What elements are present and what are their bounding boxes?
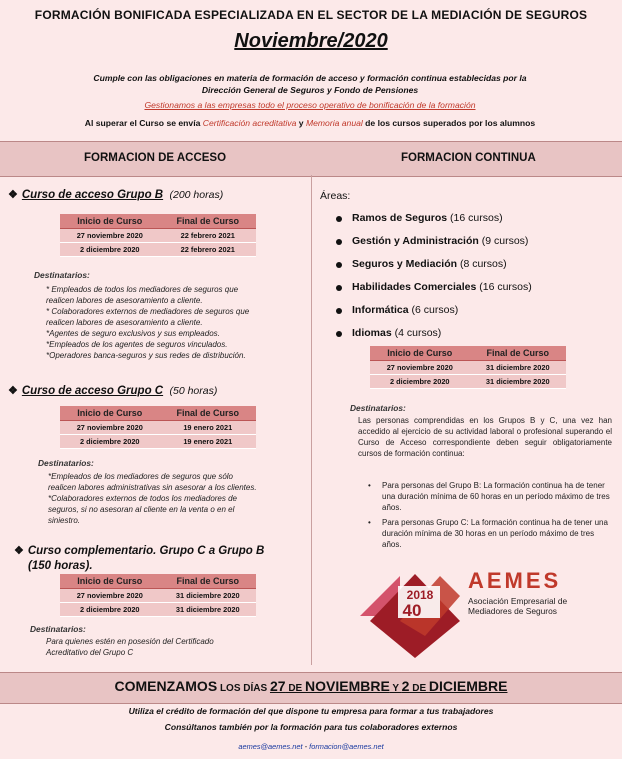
end-date: 19 enero 2021 — [160, 435, 256, 449]
areas-list — [336, 212, 532, 350]
logo-name: AEMES — [468, 568, 562, 593]
area-count: (6 cursos) — [411, 304, 459, 316]
list-item: *Empleados de los mediadores de seguros que sólo — [48, 472, 234, 481]
course-hours: (150 horas). — [28, 560, 93, 572]
area-name: Informática — [352, 304, 409, 316]
column-divider — [311, 175, 312, 665]
start-text: DE — [285, 683, 305, 694]
end-date: 19 enero 2021 — [160, 421, 256, 435]
diamond-bullet-icon: ❖ — [8, 385, 18, 397]
list-item — [368, 480, 612, 513]
list-item — [368, 517, 612, 550]
intro-line-1: Cumple con las obligaciones en materia de formación de acceso y formación continua establecidas por la — [93, 73, 527, 83]
header-end: Final de Curso — [160, 574, 256, 589]
end-date: 31 diciembre 2020 — [160, 589, 256, 603]
list-item: Para quienes estén en posesión del Certificado — [46, 637, 214, 646]
certificate-text-c: y — [296, 118, 306, 128]
start-date: 2 diciembre 2020 — [60, 603, 160, 617]
logo-year: 2018 — [406, 588, 434, 602]
bullet-icon: • — [368, 518, 371, 527]
diamond-bullet-icon: ❖ — [14, 545, 24, 557]
start-dates-line — [0, 678, 622, 694]
table-row — [60, 421, 256, 435]
area-count: (8 cursos) — [459, 258, 507, 270]
header-start: Inicio de Curso — [60, 574, 160, 589]
course-hours: (50 horas) — [169, 385, 218, 397]
list-item: realicen labores de asesoramiento a cliente. — [46, 318, 203, 327]
area-count: (9 cursos) — [481, 235, 529, 247]
footer-line-2: Consúltanos también por la formación para tus colaboradores externos — [164, 722, 458, 732]
list-item: *Colaboradores externos de todos los mediadores de — [48, 494, 238, 503]
course-name: Curso de acceso Grupo B — [21, 189, 164, 201]
email-link-formacion[interactable]: formacion@aemes.net — [309, 742, 384, 751]
list-item: Acreditativo del Grupo C — [46, 648, 134, 657]
list-item: * Empleados de todos los mediadores de seguros que — [46, 285, 239, 294]
list-item — [336, 235, 532, 247]
start-text: DE — [409, 683, 429, 694]
header-start: Inicio de Curso — [60, 406, 160, 421]
destinatarios-complementario — [46, 636, 304, 658]
header-start: Inicio de Curso — [370, 346, 470, 361]
list-item: * Colaboradores externos de mediadores de seguros que — [46, 307, 250, 316]
end-date: 31 diciembre 2020 — [470, 361, 566, 375]
area-name: Gestión y Administración — [352, 235, 479, 247]
header-end: Final de Curso — [160, 406, 256, 421]
list-item — [336, 304, 532, 316]
list-item: realicen labores de asesoramiento a cliente. — [46, 296, 203, 305]
header-end: Final de Curso — [160, 214, 256, 229]
list-item: seguros, si no asesoran al cliente en la venta o en el — [48, 505, 235, 514]
end-date: 22 febrero 2021 — [160, 229, 256, 243]
footer-line-1: Utiliza el crédito de formación del que dispone tu empresa para formar a tus trabajadores — [128, 706, 494, 716]
dates-table-continua — [370, 346, 566, 389]
course-name: Curso complementario. Grupo C a Grupo B — [27, 545, 265, 557]
logo-subtitle — [468, 596, 567, 616]
table-row — [60, 589, 256, 603]
destinatarios-continua: Las personas comprendidas en los Grupos B y C, una vez han accedido al ejercicio de su actividad laboral o profesional superando el Curso de Acceso correspondiente deben seguir obligatoriamente cursos de formación continua: — [358, 416, 612, 458]
bullet-text: Para personas del Grupo B: La formación continua ha de tener una duración mínima de 60 horas en un período máximo de tres años. — [382, 481, 610, 512]
list-item — [336, 258, 532, 270]
bullet-text: Para personas Grupo C: La formación continua ha de tener una duración mínima de 30 horas en un período máximo de tres años. — [382, 518, 608, 549]
start-day-2: 2 — [401, 678, 410, 694]
destinatarios-label: Destinatarios: — [30, 624, 86, 634]
course-complementario-title — [14, 544, 304, 574]
aemes-logo-icon — [360, 566, 470, 658]
header-start: Inicio de Curso — [60, 214, 160, 229]
email-link-aemes[interactable]: aemes@aemes.net — [238, 742, 303, 751]
table-row — [60, 229, 256, 243]
column-head-acceso: FORMACION DE ACCESO — [84, 152, 227, 164]
list-item — [336, 327, 532, 339]
email-separator: - — [302, 742, 310, 751]
list-item: realicen labores administrativas sin asesorar a los clientes. — [48, 483, 257, 492]
certificate-line — [40, 118, 580, 128]
destinatarios-grupo-c — [48, 471, 306, 526]
destinatarios-label: Destinatarios: — [350, 403, 406, 413]
header-end: Final de Curso — [470, 346, 566, 361]
course-grupo-c-title — [8, 384, 217, 397]
destinatarios-label: Destinatarios: — [38, 458, 94, 468]
logo-number: 40 — [402, 601, 422, 620]
course-hours: (200 horas) — [169, 189, 224, 201]
start-word: COMENZAMOS — [114, 678, 218, 694]
start-date: 27 noviembre 2020 — [60, 589, 160, 603]
area-name: Seguros y Mediación — [352, 258, 458, 270]
area-count: (16 cursos) — [479, 281, 532, 293]
start-day-1: 27 — [269, 678, 286, 694]
month-title: Noviembre/2020 — [234, 30, 388, 52]
area-name: Habilidades Comerciales — [352, 281, 477, 293]
area-name: Ramos de Seguros — [352, 212, 448, 224]
start-date: 2 diciembre 2020 — [60, 435, 160, 449]
area-count: (4 cursos) — [394, 327, 442, 339]
table-row — [370, 375, 566, 389]
table-row — [60, 435, 256, 449]
list-item: siniestro. — [48, 516, 81, 525]
list-item: *Operadores banca-seguros y sus redes de distribución. — [46, 351, 246, 360]
certificate-text-a: Al superar el Curso se envía — [84, 118, 203, 128]
certificate-highlight: Certificación acreditativa — [202, 118, 297, 128]
destinatarios-label: Destinatarios: — [34, 270, 90, 280]
start-date: 27 noviembre 2020 — [370, 361, 470, 375]
list-item — [336, 281, 532, 293]
start-date: 27 noviembre 2020 — [60, 421, 160, 435]
dates-table-grupo-c — [60, 406, 256, 449]
logo-subtitle-line: Mediadores de Seguros — [468, 606, 557, 616]
table-row — [60, 603, 256, 617]
end-date: 31 diciembre 2020 — [160, 603, 256, 617]
table-row — [370, 361, 566, 375]
course-name: Curso de acceso Grupo C — [21, 385, 164, 397]
footer-emails — [0, 742, 622, 751]
start-month-1: NOVIEMBRE — [305, 678, 390, 694]
page-title: FORMACIÓN BONIFICADA ESPECIALIZADA EN EL SECTOR DE LA MEDIACIÓN DE SEGUROS — [34, 8, 588, 22]
continua-bullet-list — [368, 480, 612, 550]
intro-red-line: Gestionamos a las empresas todo el proceso operativo de bonificación de la formación — [144, 100, 476, 110]
dates-table-complementario — [60, 574, 256, 617]
start-text: LOS DÍAS — [217, 683, 270, 694]
intro-line-2: Dirección General de Seguros y Fondo de Pensiones — [201, 85, 419, 95]
diamond-bullet-icon: ❖ — [8, 189, 18, 201]
destinatarios-grupo-b — [46, 284, 306, 361]
bullet-icon: • — [368, 481, 371, 490]
memoria-highlight: Memoria anual — [305, 118, 363, 128]
certificate-text-e: de los cursos superados por los alumnos — [362, 118, 536, 128]
dates-table-grupo-b — [60, 214, 256, 257]
start-text: Y — [389, 683, 402, 694]
start-date: 2 diciembre 2020 — [370, 375, 470, 389]
course-grupo-b-title — [8, 188, 223, 201]
start-date: 27 noviembre 2020 — [60, 229, 160, 243]
areas-label: Áreas: — [320, 190, 351, 202]
start-date: 2 diciembre 2020 — [60, 243, 160, 257]
start-month-2: DICIEMBRE — [428, 678, 508, 694]
list-item: *Agentes de seguro exclusivos y sus empleados. — [46, 329, 220, 338]
list-item — [336, 212, 532, 224]
end-date: 31 diciembre 2020 — [470, 375, 566, 389]
list-item: *Empleados de los agentes de seguros vinculados. — [46, 340, 228, 349]
area-count: (16 cursos) — [450, 212, 503, 224]
end-date: 22 febrero 2021 — [160, 243, 256, 257]
column-head-continua: FORMACION CONTINUA — [401, 152, 536, 164]
intro-text — [60, 72, 560, 96]
logo-subtitle-line: Asociación Empresarial de — [468, 596, 568, 606]
table-row — [60, 243, 256, 257]
area-name: Idiomas — [352, 327, 392, 339]
